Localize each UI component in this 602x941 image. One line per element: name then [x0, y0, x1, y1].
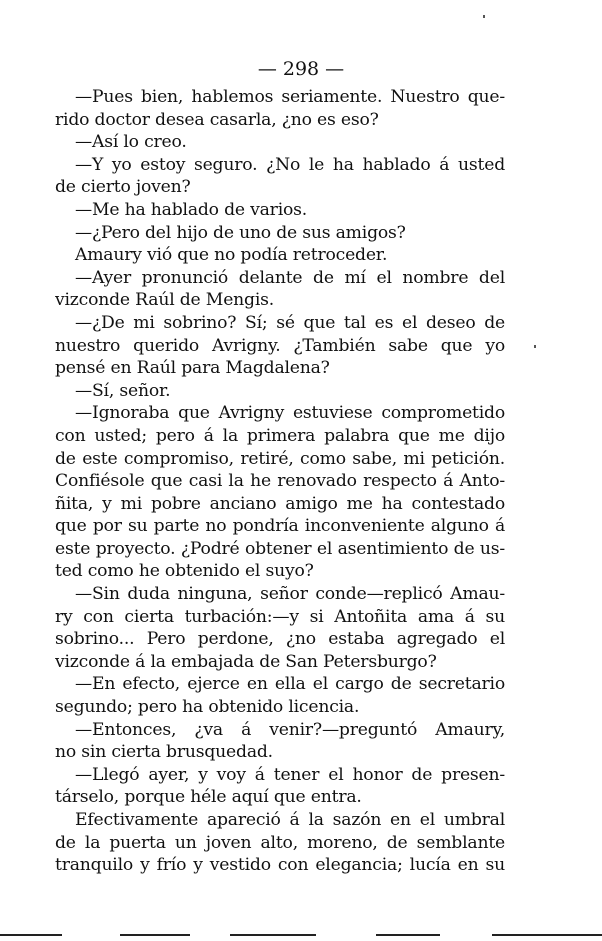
text-line: —Sin duda ninguna, señor conde—replicó Amau-: [75, 584, 505, 605]
text-line: —Ignoraba que Avrigny estuviese comprometido: [75, 403, 505, 424]
text-line: —Entonces, ¿va á venir?—preguntó Amaury,: [75, 719, 505, 740]
bottom-rule: [376, 934, 440, 936]
bottom-rule: [120, 934, 190, 936]
text-line: tranquilo y frío y vestido con elegancia; lucía en su: [55, 855, 505, 876]
text-line: —Me ha hablado de varios.: [75, 199, 308, 220]
text-line: que por su parte no pondría inconveniente alguno á: [55, 516, 505, 537]
text-line: nuestro querido Avrigny. ¿También sabe que yo: [55, 335, 505, 356]
bottom-rule: [230, 934, 316, 936]
text-line: —¿Pero del hijo de uno de sus amigos?: [75, 222, 406, 243]
text-line: —Ayer pronunció delante de mí el nombre del: [75, 267, 505, 288]
text-line: Confiésole que casi la he renovado respecto á Anto-: [55, 471, 505, 492]
text-line: —Así lo creo.: [75, 132, 187, 153]
text-line: de este compromiso, retiré, como sabe, mi petición.: [55, 448, 505, 469]
text-line: —En efecto, ejerce en ella el cargo de secretario: [75, 674, 505, 695]
text-line: vizconde Raúl de Mengis.: [55, 290, 275, 311]
body-text: [55, 86, 505, 877]
text-line: no sin cierta brusquedad.: [55, 742, 273, 763]
text-line: Amaury vió que no podía retroceder.: [75, 245, 388, 266]
text-line: ñita, y mi pobre anciano amigo me ha contestado: [55, 493, 505, 514]
text-line: segundo; pero ha obtenido licencia.: [55, 697, 360, 718]
text-line: con usted; pero á la primera palabra que me dijo: [55, 425, 505, 446]
text-line: társelo, porque héle aquí que entra.: [55, 787, 362, 808]
text-line: —¿De mi sobrino? Sí; sé que tal es el deseo de: [75, 312, 505, 333]
bottom-rule: [0, 934, 62, 936]
text-line: —Llegó ayer, y voy á tener el honor de presen-: [75, 764, 505, 785]
text-line: este proyecto. ¿Podré obtener el asentimiento de us-: [55, 538, 505, 559]
text-line: —Y yo estoy seguro. ¿No le ha hablado á usted: [75, 154, 505, 175]
text-line: rido doctor desea casarla, ¿no es eso?: [55, 109, 379, 130]
text-line: vizconde á la embajada de San Petersburgo?: [55, 651, 437, 672]
text-line: sobrino... Pero perdone, ¿no estaba agregado el: [55, 629, 505, 650]
bottom-rule: [492, 934, 602, 936]
text-line: —Pues bien, hablemos seriamente. Nuestro que-: [75, 87, 505, 107]
scan-speck: [483, 15, 485, 18]
text-line: Efectivamente apareció á la sazón en el umbral: [75, 810, 505, 830]
text-line: ry con cierta turbación:—y si Antoñita ama á su: [55, 606, 505, 627]
scan-speck: [534, 345, 536, 348]
text-line: de la puerta un joven alto, moreno, de semblante: [55, 832, 505, 853]
text-line: ted como he obtenido el suyo?: [55, 561, 314, 582]
page-number: — 298 —: [257, 58, 345, 80]
text-line: pensé en Raúl para Magdalena?: [55, 358, 330, 379]
text-line: de cierto joven?: [55, 177, 191, 198]
text-line: —Sí, señor.: [75, 380, 171, 401]
